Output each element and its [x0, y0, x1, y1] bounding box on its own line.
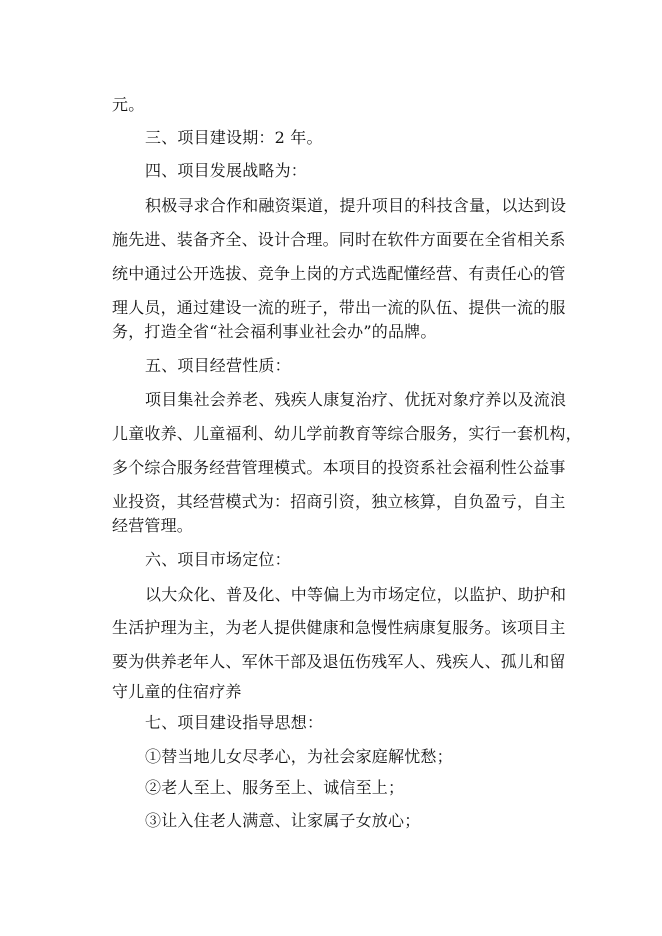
- text-line: 施先进、装备齐全、设计合理。同时在软件方面要在全省相关系: [112, 230, 566, 249]
- text-line: 多个综合服务经营管理模式。本项目的投资系社会福利性公益事: [112, 458, 566, 477]
- text-line: 理人员，通过建设一流的班子，带出一流的队伍、提供一流的服: [112, 298, 566, 317]
- section-heading-market-positioning: 六、项目市场定位：: [145, 550, 291, 569]
- section-heading-construction-period: 三、项目建设期：2 年。: [145, 128, 323, 147]
- text-line: 要为供养老年人、军休干部及退伍伤残军人、残疾人、孤儿和留: [112, 652, 566, 671]
- text-line: 务，打造全省“社会福利事业社会办”的品牌。: [112, 322, 437, 341]
- text-line: 儿童收养、儿童福利、幼儿学前教育等综合服务，实行一套机构，: [112, 424, 582, 443]
- text-line: 守儿童的住宿疗养: [112, 682, 242, 701]
- section-heading-guiding-ideology: 七、项目建设指导思想：: [145, 713, 324, 732]
- text-line-continuation: 元。: [112, 95, 145, 114]
- text-line: 项目集社会养老、残疾人康复治疗、优抚对象疗养以及流浪: [145, 390, 567, 409]
- text-line: 生活护理为主，为老人提供健康和急慢性病康复服务。该项目主: [112, 618, 566, 637]
- text-line: 经营管理。: [112, 516, 194, 535]
- list-item-3: ③让入住老人满意、让家属子女放心；: [145, 811, 421, 830]
- text-line: 积极寻求合作和融资渠道，提升项目的科技含量，以达到设: [145, 196, 567, 215]
- section-heading-strategy: 四、项目发展战略为：: [145, 161, 308, 180]
- section-heading-business-nature: 五、项目经营性质：: [145, 356, 291, 375]
- text-line: 以大众化、普及化、中等偏上为市场定位，以监护、助护和: [145, 585, 567, 604]
- list-item-2: ②老人至上、服务至上、诚信至上；: [145, 778, 405, 797]
- text-line: 统中通过公开选拔、竞争上岗的方式选配懂经营、有责任心的管: [112, 264, 566, 283]
- text-line: 业投资，其经营模式为：招商引资，独立核算，自负盈亏，自主: [112, 492, 566, 511]
- list-item-1: ①替当地儿女尽孝心，为社会家庭解忧愁；: [145, 747, 453, 766]
